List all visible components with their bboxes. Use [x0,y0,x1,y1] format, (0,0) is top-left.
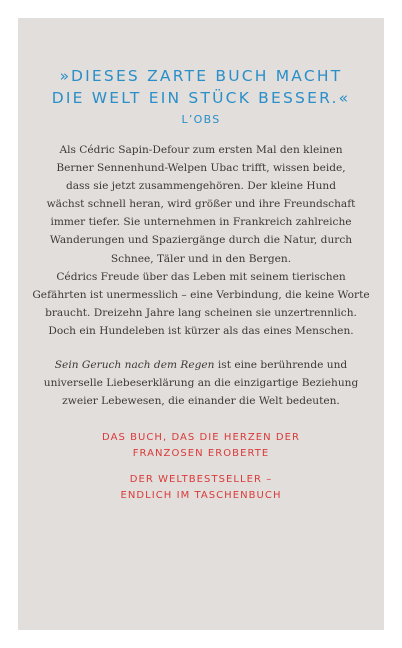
tagline-1-line-1: DAS BUCH, DAS DIE HERZEN DER [102,432,300,443]
blurb-line: immer tiefer. Sie unternehmen in Frankreich zahlreiche [50,216,352,229]
blurb-line: Doch ein Hundeleben ist kürzer als das eines Menschen. [48,324,354,337]
blurb-paragraph-1 [18,141,384,340]
book-title: Sein Geruch nach dem Regen [54,359,215,371]
review-quote-line-2: DIE WELT EIN STÜCK BESSER.« [51,89,351,107]
blurb-line: Berner Sennenhund-Welpen Ubac trifft, wissen beide, [56,162,346,175]
review-quote-line-1: »DIESES ZARTE BUCH MACHT [59,67,343,85]
tagline-2-line-2: ENDLICH IM TASCHENBUCH [120,490,282,501]
blurb-paragraph-2 [18,356,384,410]
blurb-line: Schnee, Täler und in den Bergen. [110,252,292,265]
blurb-line: braucht. Dreizehn Jahre lang scheinen sie unzertrennlich. [45,306,357,319]
quote-source: L’OBS [181,113,221,126]
tagline-2-line-1: DER WELTBESTSELLER – [129,474,273,485]
tagline-1-line-2: FRANZOSEN EROBERTE [132,448,270,459]
blurb-line: universelle Liebeserklärung an die einzigartige Beziehung [43,377,359,390]
blurb-line: Cédrics Freude über das Leben mit seinem tierischen [56,270,346,283]
blurb-line: dass sie jetzt zusammengehören. Der kleine Hund [65,180,337,193]
back-cover [18,18,384,630]
blurb-line: Als Cédric Sapin-Defour zum ersten Mal den kleinen [59,144,343,156]
blurb-line: Gefährten ist unermesslich – eine Verbindung, die keine Worte [32,288,370,301]
blurb-line: zweier Lebewesen, die einander die Welt bedeuten. [62,395,340,408]
blurb-line [18,356,384,374]
blurb-line: Wanderungen und Spaziergänge durch die Natur, durch [49,234,353,247]
blurb-text: ist eine berührende und [214,359,348,371]
blurb-line: wächst schnell heran, wird größer und ihre Freundschaft [46,198,356,211]
